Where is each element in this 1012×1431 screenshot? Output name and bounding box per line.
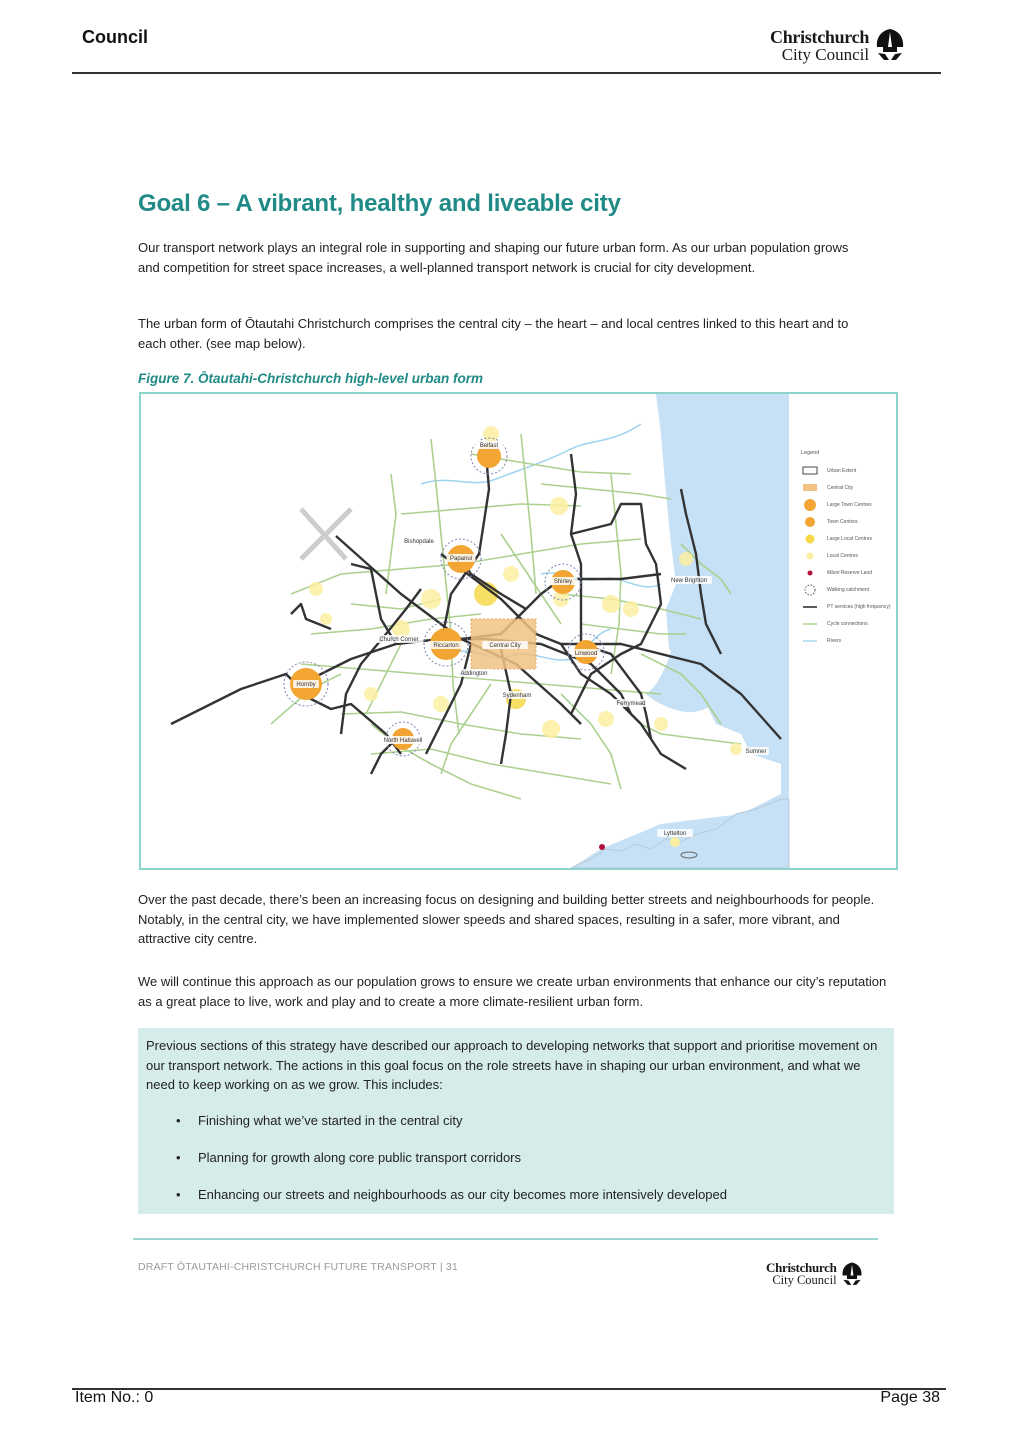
- body-paragraph-2: We will continue this approach as our population grows to ensure we create urban environments that enhance our city’s reputation as a great place to live, work and play and to create a more climate-resilient urban form.: [138, 974, 887, 1009]
- callout-intro: Previous sections of this strategy have described our approach to developing networks that support and prioritise movement on our transport network. The actions in this goal focus on the role streets have in shaping our urban environment, and what we need to keep working on as we grow. This includes:: [146, 1038, 878, 1092]
- callout-bullet: • Enhancing our streets and neighbourhoods as our city becomes more intensively developed: [176, 1185, 884, 1222]
- local-centre-marker: [421, 589, 441, 609]
- map-label-bishopdale: Bishopdale: [404, 539, 434, 545]
- map-label-church-corner: Church Corner: [379, 637, 419, 643]
- urban-form-map: [139, 392, 898, 870]
- airport-icon: [301, 509, 351, 559]
- map-label-lyttelton: Lyttelton: [663, 831, 687, 837]
- cycle-route: [366, 644, 401, 714]
- legend-symbol-green-line-icon: [801, 617, 819, 631]
- legend-item: [801, 564, 896, 581]
- page-footer-divider: [72, 1388, 946, 1390]
- map-label-sumner: Sumner: [745, 749, 767, 755]
- legend-item: [801, 462, 896, 479]
- local-centre-marker: [550, 497, 568, 515]
- sea-area: [571, 394, 789, 868]
- local-centre-marker: [679, 552, 693, 566]
- legend-title: Legend: [801, 450, 820, 456]
- legend-label: Cycle connections: [827, 620, 868, 627]
- local-centre-marker: [598, 711, 614, 727]
- legend-symbol-pale-yellow-circle-icon: [801, 549, 819, 563]
- map-label-sydenham: Sydenham: [502, 693, 532, 699]
- legend-label: Rivers: [827, 637, 842, 644]
- legend-label: Town Centres: [827, 518, 858, 525]
- local-centre-marker: [654, 717, 668, 731]
- cathedral-spire-icon: [872, 27, 908, 63]
- legend-item: [801, 547, 896, 564]
- page-number: Page 38: [880, 1389, 940, 1406]
- map-label-shirley: Shirley: [553, 579, 573, 585]
- map-label-central-city: Central City: [489, 643, 521, 649]
- legend-symbol-dark-line-icon: [801, 600, 819, 614]
- figure-caption: Figure 7. Ōtautahi-Christchurch high-level urban form: [138, 371, 484, 386]
- local-centre-marker: [503, 566, 519, 582]
- map-label-papanui: Papanui: [449, 556, 473, 562]
- map-canvas: [141, 394, 896, 868]
- local-centre-marker: [542, 720, 560, 738]
- legend-symbol-blue-line-icon: [801, 634, 819, 648]
- legend-item: [801, 581, 896, 598]
- legend-label: Central City: [827, 484, 854, 491]
- legend-symbol-outline-rect-icon: [801, 464, 819, 478]
- goal-summary-callout: [138, 1028, 894, 1214]
- document-footer-text: DRAFT ŌTAUTAHI-CHRISTCHURCH FUTURE TRANSPORT | 31: [138, 1261, 458, 1273]
- footer-logo: [766, 1261, 865, 1287]
- footer-logo-line2: City Council: [772, 1273, 837, 1288]
- legend-symbol-yellow-circle-icon: [801, 532, 819, 546]
- legend-label: Local Centres: [827, 552, 858, 559]
- legend-symbol-dashed-circle-icon: [801, 583, 819, 597]
- item-number: Item No.: 0: [75, 1389, 154, 1406]
- local-centre-marker: [309, 582, 323, 596]
- local-centre-marker: [433, 696, 449, 712]
- legend-label: Māori Reserve Land: [827, 569, 873, 576]
- legend-item: [801, 598, 896, 615]
- legend-symbol-orange-circle-icon: [801, 515, 819, 529]
- body-paragraph-1: Over the past decade, there’s been an increasing focus on designing and building better streets and neighbourhoods for people. Notably, in the central city, we have implemented slower speeds and shared spaces, resulting in a safer, more vibrant, and attractive city centre.: [138, 892, 875, 946]
- legend-label: PT services (high frequency): [827, 603, 891, 610]
- cycle-route: [541, 484, 671, 499]
- footer-logo-line1: Christchurch: [766, 1260, 837, 1276]
- callout-bullet: • Planning for growth along core public transport corridors: [176, 1148, 884, 1185]
- legend-label: Large Town Centres: [827, 501, 872, 508]
- legend-label: Large Local Centres: [827, 535, 873, 542]
- legend-item: [801, 530, 896, 547]
- legend-label: Walking catchment: [827, 586, 870, 593]
- logo-line1: Christchurch: [770, 26, 870, 47]
- header-logo: [770, 27, 908, 63]
- legend-item: [801, 513, 896, 530]
- page-title: Goal 6 – A vibrant, healthy and liveable city: [138, 190, 621, 217]
- cathedral-spire-icon: [839, 1261, 865, 1287]
- legend-item: [801, 632, 896, 649]
- legend-label: Urban Extent: [827, 467, 857, 474]
- intro-paragraph-2: The urban form of Ōtautahi Christchurch comprises the central city – the heart – and local centres linked to this heart and to each other. (see map below).: [138, 316, 849, 351]
- cycle-route: [441, 684, 491, 774]
- header-divider: [72, 72, 941, 74]
- map-label-riccarton: Riccarton: [433, 643, 459, 649]
- local-centre-marker: [602, 595, 620, 613]
- map-label-addington: Addington: [460, 671, 488, 677]
- lyttelton-centre: [670, 837, 680, 847]
- map-legend: [801, 450, 896, 649]
- map-label-new-brighton: New Brighton: [670, 578, 708, 584]
- local-centre-marker: [320, 613, 332, 625]
- cycle-route: [521, 434, 536, 594]
- legend-symbol-red-dot-icon: [801, 566, 819, 580]
- intro-paragraph-1: Our transport network plays an integral role in supporting and shaping our future urban form. As our urban population grows and competition for street space increases, a well-planned transport network is crucial for city development.: [138, 240, 849, 275]
- maori-reserve-marker: [599, 844, 605, 850]
- header-council-label: Council: [82, 27, 148, 47]
- rivers: [421, 424, 661, 660]
- callout-bullet: • Finishing what we’ve started in the central city: [176, 1111, 884, 1148]
- legend-item: [801, 615, 896, 632]
- cycle-route: [371, 749, 611, 784]
- local-centre-marker: [364, 687, 378, 701]
- legend-item: [801, 496, 896, 513]
- legend-item: [801, 479, 896, 496]
- legend-symbol-large-orange-circle-icon: [801, 498, 819, 512]
- legend-symbol-orange-rect-icon: [801, 481, 819, 495]
- callout-bullet-list: [146, 1111, 884, 1222]
- logo-line2: City Council: [781, 44, 870, 64]
- local-centre-marker: [623, 601, 639, 617]
- map-label-hornby: Hornby: [296, 682, 316, 688]
- map-label-ferrymead: Ferrymead: [616, 701, 646, 707]
- map-label-north-halswell: North Halswell: [383, 738, 423, 744]
- cycle-route: [561, 694, 621, 789]
- local-centre-marker: [730, 743, 742, 755]
- document-footer-divider: [133, 1238, 878, 1240]
- map-label-linwood: Linwood: [574, 651, 598, 657]
- cycle-route: [386, 474, 396, 594]
- map-label-belfast: Belfast: [479, 443, 499, 449]
